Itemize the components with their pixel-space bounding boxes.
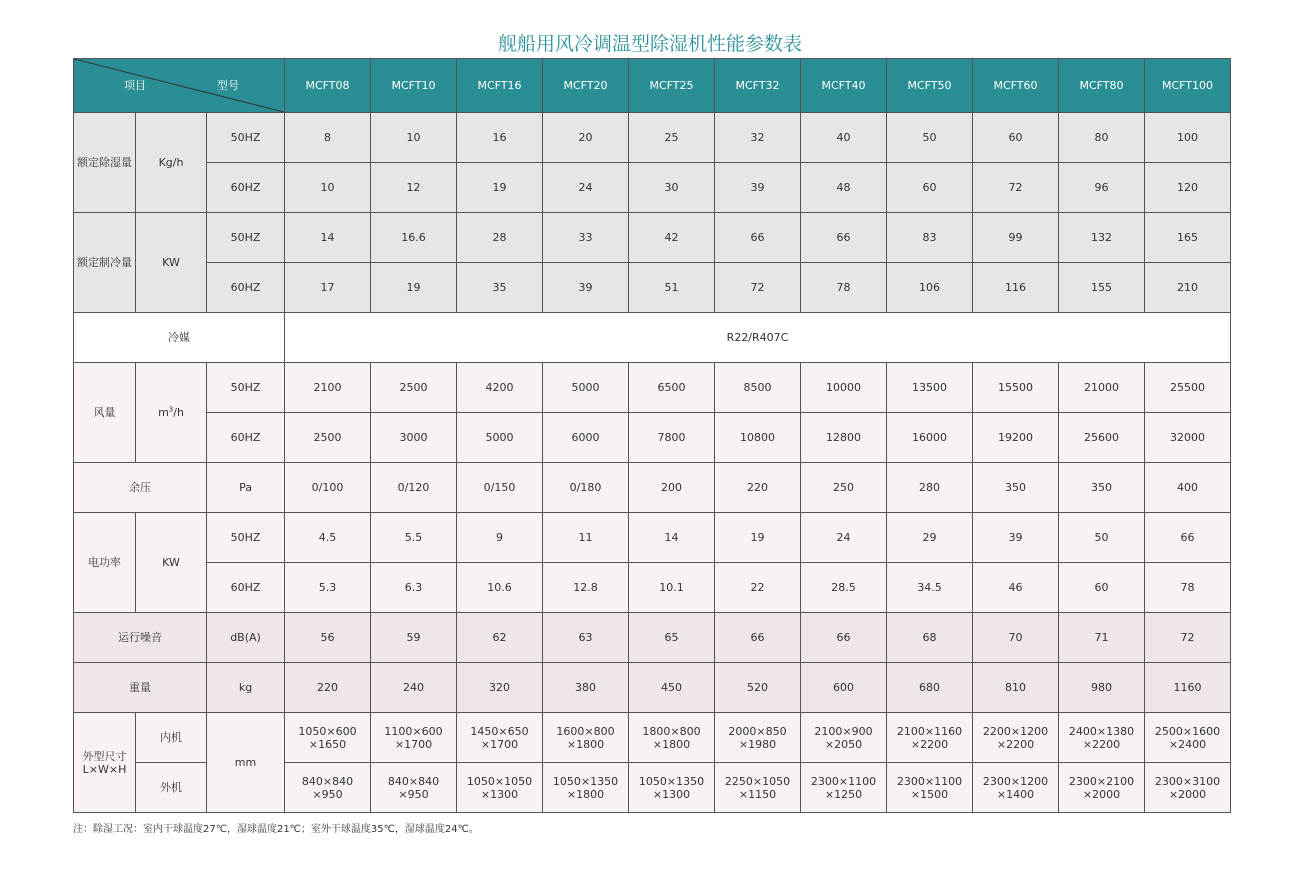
refrigerant-value: R22/R407C — [285, 313, 1231, 363]
value-cell: 19 — [715, 513, 801, 563]
value-cell: 240 — [371, 663, 457, 713]
value-cell: 680 — [887, 663, 973, 713]
value-cell: 66 — [1145, 513, 1231, 563]
value-cell: 14 — [629, 513, 715, 563]
dim-cell: 2100×1160 ×2200 — [887, 713, 973, 763]
freq-label: 60HZ — [207, 563, 285, 613]
value-cell: 9 — [457, 513, 543, 563]
noise-unit: dB(A) — [207, 613, 285, 663]
dim-cell: 840×840 ×950 — [371, 763, 457, 813]
value-cell: 155 — [1059, 263, 1145, 313]
value-cell: 42 — [629, 213, 715, 263]
value-cell: 71 — [1059, 613, 1145, 663]
value-cell: 72 — [715, 263, 801, 313]
value-cell: 8 — [285, 113, 371, 163]
outdoor-label: 外机 — [136, 763, 207, 813]
power-label: 电功率 — [74, 513, 136, 613]
dim-cell: 840×840 ×950 — [285, 763, 371, 813]
value-cell: 106 — [887, 263, 973, 313]
value-cell: 220 — [715, 463, 801, 513]
dim-cell: 2500×1600 ×2400 — [1145, 713, 1231, 763]
value-cell: 120 — [1145, 163, 1231, 213]
value-cell: 4200 — [457, 363, 543, 413]
value-cell: 60 — [1059, 563, 1145, 613]
model-header: MCFT50 — [887, 59, 973, 113]
value-cell: 66 — [715, 213, 801, 263]
value-cell: 10 — [371, 113, 457, 163]
freq-label: 50HZ — [207, 113, 285, 163]
dim-cell: 2200×1200 ×2200 — [973, 713, 1059, 763]
pressure-row — [74, 463, 1231, 513]
cooling-label: 额定制冷量 — [74, 213, 136, 313]
value-cell: 19200 — [973, 413, 1059, 463]
dim-cell: 1100×600 ×1700 — [371, 713, 457, 763]
value-cell: 10 — [285, 163, 371, 213]
indoor-label: 内机 — [136, 713, 207, 763]
dehumid-unit: Kg/h — [136, 113, 207, 213]
value-cell: 980 — [1059, 663, 1145, 713]
value-cell: 2100 — [285, 363, 371, 413]
value-cell: 59 — [371, 613, 457, 663]
model-label: 型号 — [217, 79, 239, 92]
value-cell: 83 — [887, 213, 973, 263]
value-cell: 96 — [1059, 163, 1145, 213]
model-header: MCFT20 — [543, 59, 629, 113]
freq-label: 60HZ — [207, 413, 285, 463]
value-cell: 24 — [543, 163, 629, 213]
value-cell: 25 — [629, 113, 715, 163]
value-cell: 0/180 — [543, 463, 629, 513]
model-header: MCFT100 — [1145, 59, 1231, 113]
value-cell: 5.5 — [371, 513, 457, 563]
value-cell: 350 — [973, 463, 1059, 513]
model-header: MCFT60 — [973, 59, 1059, 113]
value-cell: 70 — [973, 613, 1059, 663]
value-cell: 50 — [887, 113, 973, 163]
dim-cell: 2250×1050 ×1150 — [715, 763, 801, 813]
value-cell: 56 — [285, 613, 371, 663]
power-row-60hz — [74, 563, 1231, 613]
airflow-label: 风量 — [74, 363, 136, 463]
value-cell: 39 — [715, 163, 801, 213]
dehumid-row-60hz — [74, 163, 1231, 213]
dim-cell: 2300×1200 ×1400 — [973, 763, 1059, 813]
value-cell: 1160 — [1145, 663, 1231, 713]
value-cell: 60 — [973, 113, 1059, 163]
header-row — [74, 59, 1231, 113]
airflow-unit: $m^3/h$ — [136, 363, 207, 463]
value-cell: 5000 — [457, 413, 543, 463]
value-cell: 51 — [629, 263, 715, 313]
value-cell: 32 — [715, 113, 801, 163]
value-cell: 22 — [715, 563, 801, 613]
value-cell: 34.5 — [887, 563, 973, 613]
value-cell: 12800 — [801, 413, 887, 463]
value-cell: 28 — [457, 213, 543, 263]
value-cell: 40 — [801, 113, 887, 163]
value-cell: 78 — [801, 263, 887, 313]
value-cell: 10.6 — [457, 563, 543, 613]
value-cell: 28.5 — [801, 563, 887, 613]
value-cell: 19 — [371, 263, 457, 313]
noise-row — [74, 613, 1231, 663]
value-cell: 6000 — [543, 413, 629, 463]
value-cell: 16000 — [887, 413, 973, 463]
value-cell: 39 — [973, 513, 1059, 563]
dehumid-label: 额定除湿量 — [74, 113, 136, 213]
dim-cell: 2000×850 ×1980 — [715, 713, 801, 763]
freq-label: 60HZ — [207, 163, 285, 213]
spec-table — [73, 58, 1231, 813]
value-cell: 116 — [973, 263, 1059, 313]
dim-cell: 2400×1380 ×2200 — [1059, 713, 1145, 763]
value-cell: 50 — [1059, 513, 1145, 563]
value-cell: 5.3 — [285, 563, 371, 613]
value-cell: 8500 — [715, 363, 801, 413]
value-cell: 24 — [801, 513, 887, 563]
item-label: 项目 — [124, 79, 146, 92]
value-cell: 11 — [543, 513, 629, 563]
cooling-row-60hz — [74, 263, 1231, 313]
value-cell: 16.6 — [371, 213, 457, 263]
airflow-row-60hz — [74, 413, 1231, 463]
dim-cell: 2100×900 ×2050 — [801, 713, 887, 763]
dim-cell: 2300×2100 ×2000 — [1059, 763, 1145, 813]
dim-cell: 1800×800 ×1800 — [629, 713, 715, 763]
refrigerant-label: 冷媒 — [74, 313, 285, 363]
value-cell: 62 — [457, 613, 543, 663]
dim-cell: 1050×1350 ×1800 — [543, 763, 629, 813]
dim-cell: 1050×1350 ×1300 — [629, 763, 715, 813]
cooling-row-50hz — [74, 213, 1231, 263]
weight-label: 重量 — [74, 663, 207, 713]
refrigerant-row — [74, 313, 1231, 363]
value-cell: 39 — [543, 263, 629, 313]
value-cell: 7800 — [629, 413, 715, 463]
value-cell: 25500 — [1145, 363, 1231, 413]
value-cell: 14 — [285, 213, 371, 263]
value-cell: 0/150 — [457, 463, 543, 513]
value-cell: 350 — [1059, 463, 1145, 513]
value-cell: 210 — [1145, 263, 1231, 313]
value-cell: 16 — [457, 113, 543, 163]
freq-label: 60HZ — [207, 263, 285, 313]
dim-cell: 2300×1100 ×1500 — [887, 763, 973, 813]
value-cell: 65 — [629, 613, 715, 663]
value-cell: 68 — [887, 613, 973, 663]
value-cell: 48 — [801, 163, 887, 213]
dim-cell: 2300×3100 ×2000 — [1145, 763, 1231, 813]
value-cell: 33 — [543, 213, 629, 263]
value-cell: 4.5 — [285, 513, 371, 563]
dim-cell: 1050×1050 ×1300 — [457, 763, 543, 813]
value-cell: 35 — [457, 263, 543, 313]
value-cell: 280 — [887, 463, 973, 513]
freq-label: 50HZ — [207, 213, 285, 263]
model-header: MCFT25 — [629, 59, 715, 113]
value-cell: 78 — [1145, 563, 1231, 613]
value-cell: 6.3 — [371, 563, 457, 613]
power-row-50hz — [74, 513, 1231, 563]
airflow-row-50hz — [74, 363, 1231, 413]
value-cell: 25600 — [1059, 413, 1145, 463]
diagonal-line — [74, 59, 284, 112]
footnote: 注：除湿工况：室内干球温度27℃，湿球温度21℃；室外干球温度35℃，湿球温度24℃。 — [73, 824, 479, 835]
model-header: MCFT32 — [715, 59, 801, 113]
dimensions-label: 外型尺寸 L×W×H — [74, 713, 136, 813]
pressure-label: 余压 — [74, 463, 207, 513]
value-cell: 400 — [1145, 463, 1231, 513]
value-cell: 15500 — [973, 363, 1059, 413]
value-cell: 72 — [1145, 613, 1231, 663]
model-header: MCFT40 — [801, 59, 887, 113]
value-cell: 20 — [543, 113, 629, 163]
value-cell: 200 — [629, 463, 715, 513]
dimensions-unit: mm — [207, 713, 285, 813]
value-cell: 6500 — [629, 363, 715, 413]
dehumid-row-50hz — [74, 113, 1231, 163]
value-cell: 165 — [1145, 213, 1231, 263]
value-cell: 60 — [887, 163, 973, 213]
value-cell: 100 — [1145, 113, 1231, 163]
value-cell: 13500 — [887, 363, 973, 413]
value-cell: 12 — [371, 163, 457, 213]
value-cell: 450 — [629, 663, 715, 713]
value-cell: 32000 — [1145, 413, 1231, 463]
weight-unit: kg — [207, 663, 285, 713]
weight-row — [74, 663, 1231, 713]
value-cell: 2500 — [371, 363, 457, 413]
model-header: MCFT10 — [371, 59, 457, 113]
model-header: MCFT16 — [457, 59, 543, 113]
dim-cell: 1450×650 ×1700 — [457, 713, 543, 763]
freq-label: 50HZ — [207, 513, 285, 563]
value-cell: 17 — [285, 263, 371, 313]
value-cell: 380 — [543, 663, 629, 713]
value-cell: 72 — [973, 163, 1059, 213]
page-title: 舰船用风冷调温型除湿机性能参数表 — [497, 33, 802, 55]
value-cell: 3000 — [371, 413, 457, 463]
value-cell: 21000 — [1059, 363, 1145, 413]
value-cell: 10.1 — [629, 563, 715, 613]
value-cell: 30 — [629, 163, 715, 213]
value-cell: 19 — [457, 163, 543, 213]
value-cell: 29 — [887, 513, 973, 563]
value-cell: 600 — [801, 663, 887, 713]
power-unit: KW — [136, 513, 207, 613]
value-cell: 250 — [801, 463, 887, 513]
value-cell: 0/120 — [371, 463, 457, 513]
value-cell: 63 — [543, 613, 629, 663]
model-header: MCFT80 — [1059, 59, 1145, 113]
freq-label: 50HZ — [207, 363, 285, 413]
value-cell: 66 — [801, 213, 887, 263]
value-cell: 320 — [457, 663, 543, 713]
cooling-unit: KW — [136, 213, 207, 313]
pressure-unit: Pa — [207, 463, 285, 513]
value-cell: 10000 — [801, 363, 887, 413]
dimensions-row-indoor — [74, 713, 1231, 763]
value-cell: 220 — [285, 663, 371, 713]
value-cell: 5000 — [543, 363, 629, 413]
value-cell: 10800 — [715, 413, 801, 463]
value-cell: 520 — [715, 663, 801, 713]
value-cell: 80 — [1059, 113, 1145, 163]
value-cell: 132 — [1059, 213, 1145, 263]
dim-cell: 1600×800 ×1800 — [543, 713, 629, 763]
dim-cell: 1050×600 ×1650 — [285, 713, 371, 763]
value-cell: 810 — [973, 663, 1059, 713]
noise-label: 运行噪音 — [74, 613, 207, 663]
value-cell: 2500 — [285, 413, 371, 463]
model-header: MCFT08 — [285, 59, 371, 113]
value-cell: 66 — [801, 613, 887, 663]
value-cell: 99 — [973, 213, 1059, 263]
value-cell: 66 — [715, 613, 801, 663]
diagonal-header-cell — [74, 59, 285, 113]
value-cell: 46 — [973, 563, 1059, 613]
value-cell: 0/100 — [285, 463, 371, 513]
dim-cell: 2300×1100 ×1250 — [801, 763, 887, 813]
value-cell: 12.8 — [543, 563, 629, 613]
